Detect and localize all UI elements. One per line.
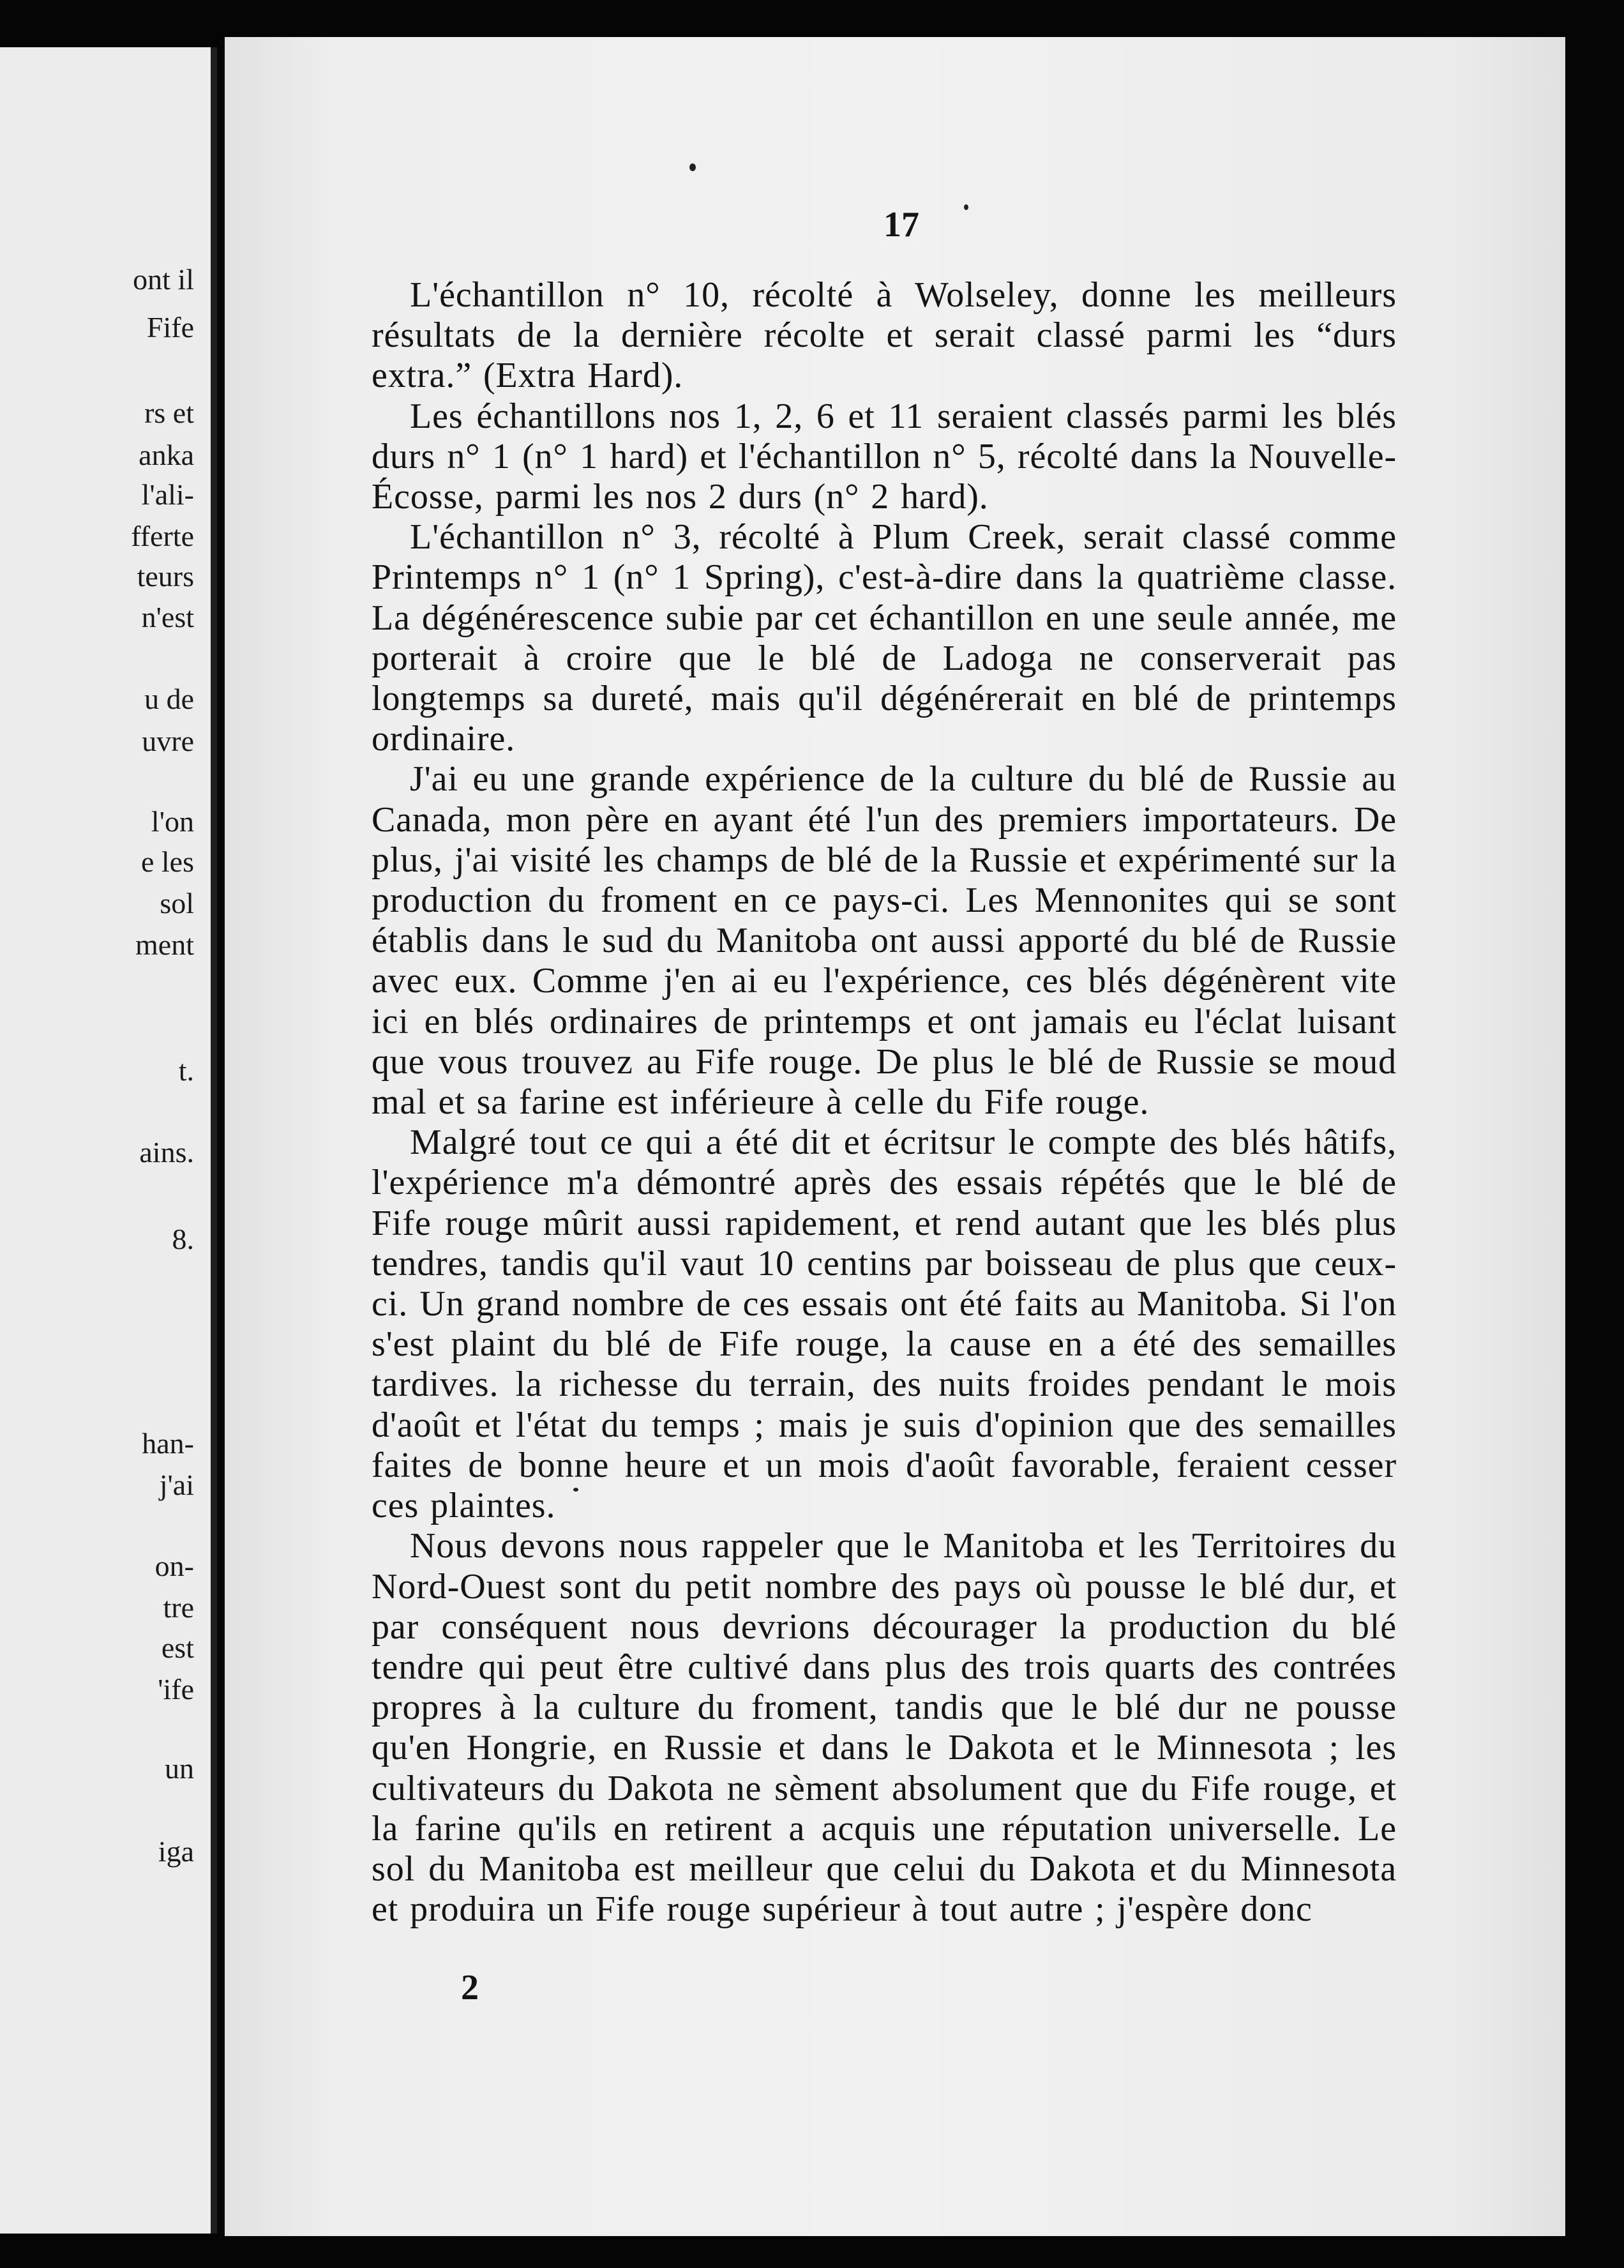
left-page-line: l'ali- xyxy=(141,478,194,511)
left-page-line: fferte xyxy=(131,520,194,552)
left-page-line: e les xyxy=(140,845,194,878)
left-page-line: rs et xyxy=(144,397,194,429)
left-page-line: ont il xyxy=(133,263,194,296)
scan-speck xyxy=(689,163,696,171)
left-page-line: j'ai xyxy=(159,1469,194,1501)
page-number: 17 xyxy=(883,205,919,245)
left-page-line: on- xyxy=(154,1550,194,1582)
paragraph: Les échantillons nos 1, 2, 6 et 11 seraient classés parmi les blés durs n° 1 (n° 1 hard) et l'échantillon n° 5, récolté dans la Nouvelle-Écosse, parmi les nos 2 durs (n° 2 hard). xyxy=(372,396,1397,517)
left-page-line: iga xyxy=(158,1835,194,1868)
left-page-line: sol xyxy=(160,887,194,919)
signature-mark: 2 xyxy=(461,1968,479,2007)
left-page-line: Fife xyxy=(146,311,194,344)
left-page-line: teurs xyxy=(137,560,194,593)
left-page-line: n'est xyxy=(141,601,194,633)
left-page-line: uvre xyxy=(142,725,194,757)
left-page-fragment xyxy=(0,47,217,2234)
left-page-line: tre xyxy=(163,1591,194,1624)
left-page-line: anka xyxy=(139,439,194,471)
scan-speck xyxy=(964,204,968,210)
paragraph: J'ai eu une grande expérience de la culture du blé de Russie au Canada, mon père en ayant été l'un des premiers importateurs. De plus, j'ai visité les champs de blé de la Russie et expérimenté sur la production du froment en ce pays-ci. Les Mennonites qui se sont établis dans le sud du Manitoba ont aussi apporté du blé de Russie avec eux. Comme j'en ai eu l'expérience, ces blés dégénèrent vite ici en blés ordinaires de printemps et ont jamais eu l'éclat luisant que vous trouvez au Fife rouge. De plus le blé de Russie se moud mal et sa farine est inférieure à celle du Fife rouge. xyxy=(372,759,1397,1123)
left-page-line: han- xyxy=(142,1427,194,1460)
left-page-line: 8. xyxy=(172,1223,194,1255)
left-page-line: l'on xyxy=(151,805,194,838)
body-text xyxy=(372,275,1397,1930)
right-page xyxy=(225,37,1565,2236)
paragraph: Nous devons nous rappeler que le Manitoba et les Territoires du Nord-Ouest sont du petit nombre des pays où pousse le blé dur, et par conséquent nous devrions décourager la production du blé tendre qui peut être cultivé dans plus des trois quarts des contrées propres à la culture du froment, tandis que le blé dur ne pousse qu'en Hongrie, en Russie et dans le Dakota et le Minnesota ; les cultivateurs du Dakota ne sèment absolument que du Fife rouge, et la farine qu'ils en retirent a acquis une réputation universelle. Le sol du Manitoba est meilleur que celui du Dakota et du Minnesota et produira un Fife rouge supérieur à tout autre ; j'espère donc xyxy=(372,1526,1397,1930)
left-page-line: 'ife xyxy=(158,1673,194,1705)
scan-speck xyxy=(573,1488,578,1492)
left-page-line: u de xyxy=(144,683,194,715)
left-page-line: est xyxy=(161,1631,194,1664)
left-page-line: un xyxy=(165,1752,194,1785)
paragraph: Malgré tout ce qui a été dit et écritsur le compte des blés hâtifs, l'expérience m'a démontré après des essais répétés que le blé de Fife rouge mûrit aussi rapidement, et rend autant que les blés plus tendres, tandis qu'il vaut 10 centins par boisseau de plus que ceux-ci. Un grand nombre de ces essais ont été faits au Manitoba. Si l'on s'est plaint du blé de Fife rouge, la cause en a été des semailles tardives. la richesse du terrain, des nuits froides pendant le mois d'août et l'état du temps ; mais je suis d'opinion que des semailles faites de bonne heure et un mois d'août favorable, feraient cesser ces plaintes. xyxy=(372,1123,1397,1526)
left-page-line: ains. xyxy=(139,1136,194,1168)
left-page-line: t. xyxy=(178,1054,194,1087)
paragraph: L'échantillon n° 10, récolté à Wolseley, donne les meilleurs résultats de la dernière récolte et serait classé parmi les “durs extra.” (Extra Hard). xyxy=(372,275,1397,396)
paragraph: L'échantillon n° 3, récolté à Plum Creek, serait classé comme Printemps n° 1 (n° 1 Spring), c'est-à-dire dans la quatrième classe. La dégénérescence subie par cet échantillon en une seule année, me porterait à croire que le blé de Ladoga ne conserverait pas longtemps sa dureté, mais qu'il dégénérerait en blé de printemps ordinaire. xyxy=(372,517,1397,759)
left-page-line: ment xyxy=(135,928,194,961)
